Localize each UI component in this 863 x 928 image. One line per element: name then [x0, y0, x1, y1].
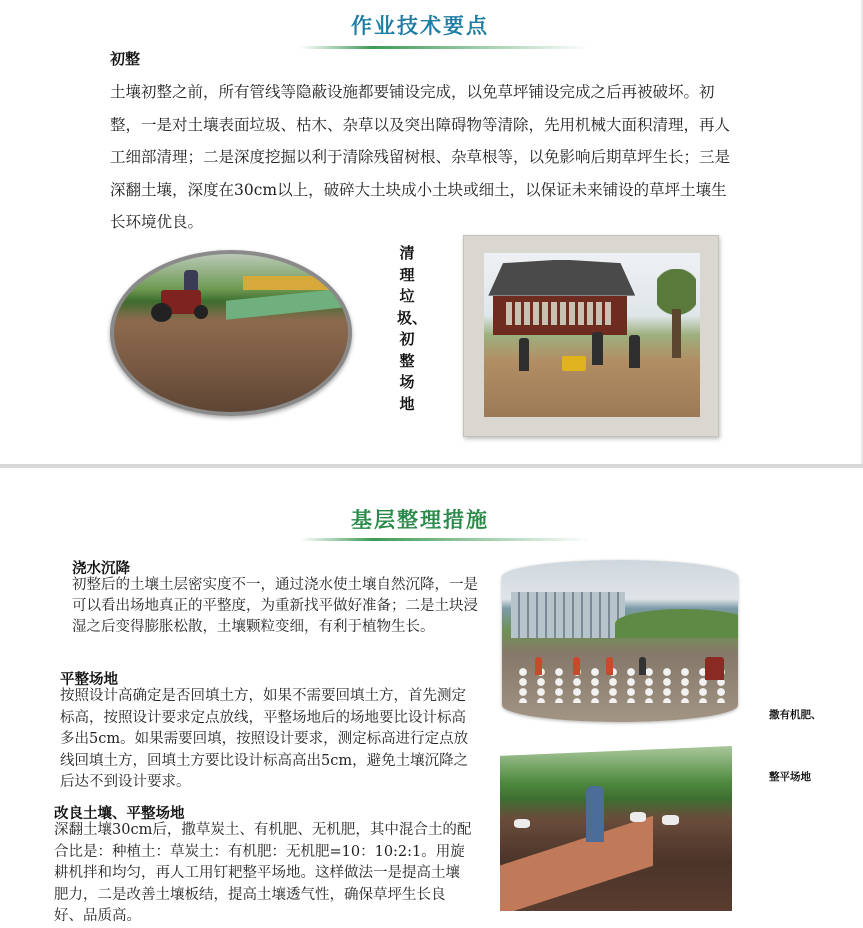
- section1-subhead: 初整: [110, 50, 141, 68]
- section2-title-rule: [300, 538, 590, 541]
- fertilizer-photo: [502, 560, 738, 722]
- section2-title: 基层整理措施: [351, 508, 489, 532]
- soil-photo: [500, 746, 732, 911]
- block3-text: 深翻土壤30cm后，撒草炭土、有机肥、无机肥，其中混合土的配合比是：种植土：草炭土：有机肥：无机肥=10：10:2:1。用旋耕机拌和均匀，再人工用钉耙整平场地。这样做法一是提高土壤肥力，二是改善土壤板结，提高土壤透气性，确保草坪生长良好、品质高。: [54, 822, 472, 924]
- block1-text: 初整后的土壤土层密实度不一，通过浇水使土壤自然沉降，一是可以看出场地真正的平整度，为重新找平做好准备；二是土块浸湿之后变得膨胀松散，土壤颗粒变细，有利于植物生长。: [72, 577, 478, 635]
- caption-fertilizer: 撒有机肥、: [769, 709, 822, 721]
- pavilion-photo: [463, 235, 719, 437]
- block2-text: 按照设计高确定是否回填土方，如果不需要回填土方，首先测定标高，按照设计要求定点放线，平整场地后的场地要比设计标高多出5cm。如果需要回填，按照设计要求，测定标高进行定点放线回填土方，回填土方要比设计标高高出5cm，避免土壤沉降之后达不到设计要求。: [60, 688, 469, 790]
- section1-title: 作业技术要点: [351, 14, 489, 38]
- vertical-caption: 清理垃圾、初整场地: [397, 244, 428, 413]
- section1-title-rule: [300, 46, 590, 49]
- block2-heading: 平整场地: [60, 672, 118, 688]
- block3-heading: 改良土壤、平整场地: [54, 806, 185, 822]
- section-divider: [0, 464, 863, 468]
- section1-paragraph: 土壤初整之前，所有管线等隐蔽设施都要铺设完成，以免草坪铺设完成之后再被破坏。初整，一是对土壤表面垃圾、枯木、杂草以及突出障碍物等清除，先用机械大面积清理，再人工细部清理；二是深度挖掘以利于清除残留树根、杂草根等，以免影响后期草坪生长；三是深翻土壤，深度在30cm以上，破碎大土块成小土块或细土，以保证未来铺设的草坪土壤生长环境优良。: [110, 83, 731, 231]
- block1-heading: 浇水沉降: [72, 561, 130, 577]
- caption-leveling: 整平场地: [769, 771, 811, 783]
- tractor-photo: [110, 250, 352, 416]
